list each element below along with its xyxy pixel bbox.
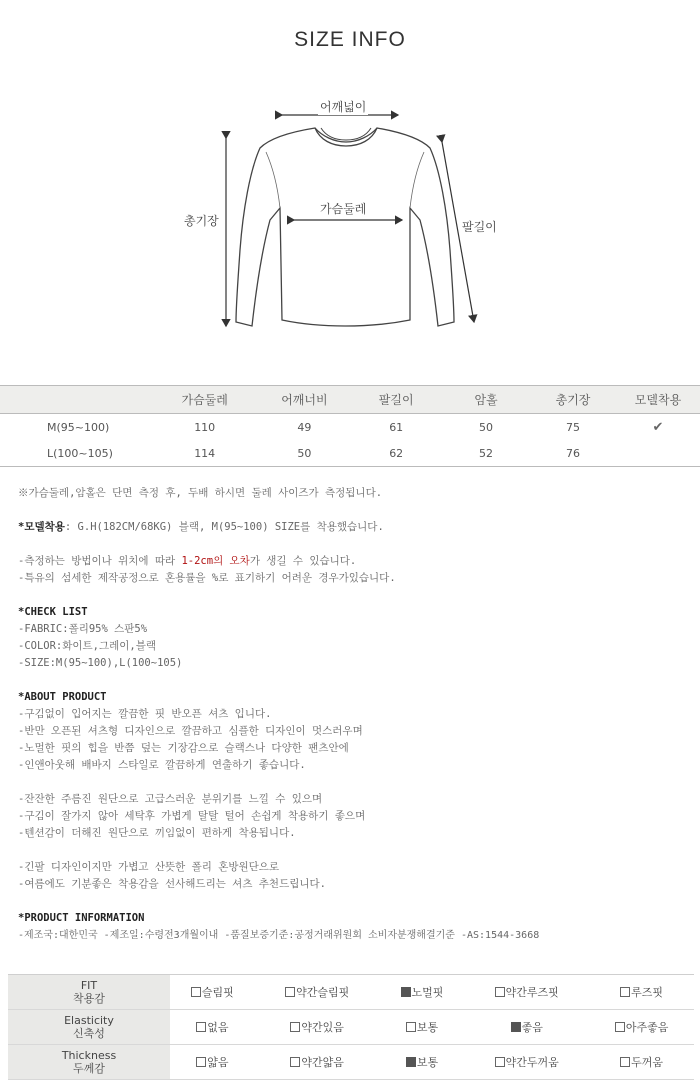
info-heading: *PRODUCT INFORMATION bbox=[18, 912, 145, 924]
size-header-sleeve: 팔길이 bbox=[350, 386, 442, 414]
elasticity-option bbox=[380, 1010, 465, 1045]
fit-row bbox=[8, 975, 694, 1010]
size-cell: 50 bbox=[479, 420, 494, 434]
elasticity-row bbox=[8, 1010, 694, 1045]
option-label: 노멀핏 bbox=[411, 986, 444, 999]
check-mark-icon: ✔ bbox=[652, 419, 664, 435]
size-table-header bbox=[0, 386, 700, 414]
checklist-heading: *CHECK LIST bbox=[18, 606, 88, 618]
about-line: -인앤아웃해 배바지 스타일로 깔끔하게 연출하기 좋습니다. bbox=[18, 759, 306, 771]
option-label: 약간두꺼움 bbox=[505, 1056, 559, 1069]
shirt-diagram bbox=[170, 90, 530, 340]
about-line: -구김이 잘가지 않아 세탁후 가볍게 탈탈 털어 손쉽게 착용하기 좋으며 bbox=[18, 810, 366, 822]
error-note bbox=[18, 553, 688, 570]
elasticity-option bbox=[589, 1010, 694, 1045]
fit-table bbox=[8, 974, 694, 1080]
option-label: 약간슬림핏 bbox=[296, 986, 350, 999]
checkbox-icon bbox=[290, 1057, 300, 1067]
fit-option bbox=[170, 975, 255, 1010]
elasticity-option bbox=[170, 1010, 255, 1045]
option-label: 보통 bbox=[416, 1021, 439, 1034]
checklist-item: -FABRIC:폴리95% 스판5% bbox=[18, 623, 148, 635]
option-label: 약간있음 bbox=[301, 1021, 344, 1034]
about-line: -구김없이 입어지는 깔끔한 핏 반오픈 셔츠 입니다. bbox=[18, 708, 272, 720]
thickness-option-selected bbox=[380, 1045, 465, 1080]
thickness-option bbox=[589, 1045, 694, 1080]
checkbox-icon bbox=[495, 987, 505, 997]
checklist-item: -SIZE:M(95~100),L(100~105) bbox=[18, 657, 183, 669]
option-label: 약간루즈핏 bbox=[505, 986, 559, 999]
fit-label-en: FIT bbox=[80, 979, 98, 992]
size-table bbox=[0, 385, 700, 467]
checkbox-icon bbox=[191, 987, 201, 997]
about-line: -텐션감이 더해진 원단으로 끼임없이 편하게 착용됩니다. bbox=[18, 827, 296, 839]
size-cell: 50 bbox=[258, 440, 350, 467]
thickness-label-ko: 두께감 bbox=[73, 1062, 105, 1075]
checkbox-icon bbox=[495, 1057, 505, 1067]
thickness-option bbox=[170, 1045, 255, 1080]
chest-label: 가슴둘레 bbox=[320, 202, 367, 216]
size-cell bbox=[616, 440, 700, 467]
error-prefix: -측정하는 방법이나 위치에 따라 bbox=[18, 555, 182, 567]
shoulder-label: 어깨넓이 bbox=[320, 100, 367, 114]
fit-label-ko: 착용감 bbox=[73, 992, 105, 1005]
checkbox-icon bbox=[196, 1057, 206, 1067]
about-line: -잔잔한 주름진 원단으로 고급스러운 분위기를 느낄 수 있으며 bbox=[18, 793, 323, 805]
size-header-model: 모델착용 bbox=[616, 386, 700, 414]
thickness-label-en: Thickness bbox=[61, 1049, 117, 1062]
size-cell: 110 bbox=[194, 420, 216, 434]
option-label: 루즈핏 bbox=[631, 986, 664, 999]
model-text: : G.H(182CM/68KG) 블랙, M(95~100) SIZE를 착용했습니다. bbox=[64, 521, 384, 533]
about-line: -반만 오픈된 셔츠형 디자인으로 깔끔하고 심플한 디자인이 멋스러우며 bbox=[18, 725, 363, 737]
fit-option bbox=[464, 975, 589, 1010]
checkbox-icon bbox=[290, 1022, 300, 1032]
fabric-note: -특유의 섬세한 제작공정으로 혼용률을 %로 표기하기 어려운 경우가있습니다. bbox=[18, 572, 396, 584]
checkbox-checked-icon bbox=[401, 987, 411, 997]
about-heading: *ABOUT PRODUCT bbox=[18, 691, 107, 703]
size-row-m bbox=[0, 414, 700, 441]
checkbox-icon bbox=[620, 1057, 630, 1067]
size-header-length: 총기장 bbox=[530, 386, 616, 414]
checklist-item: -COLOR:화이트,그레이,블랙 bbox=[18, 640, 157, 652]
option-label: 약간얇음 bbox=[301, 1056, 344, 1069]
checkbox-icon bbox=[620, 987, 630, 997]
option-label: 없음 bbox=[207, 1021, 229, 1034]
checkbox-icon bbox=[615, 1022, 625, 1032]
size-cell: 61 bbox=[389, 420, 404, 434]
fit-option bbox=[255, 975, 380, 1010]
sleeve-label: 팔길이 bbox=[462, 220, 497, 234]
about-line: -긴팔 디자인이지만 가볍고 산뜻한 폴리 혼방원단으로 bbox=[18, 861, 280, 873]
error-highlight: 1-2cm의 오차 bbox=[181, 555, 250, 567]
option-label: 슬림핏 bbox=[201, 986, 234, 999]
size-cell: 49 bbox=[297, 420, 312, 434]
option-label: 두꺼움 bbox=[631, 1056, 664, 1069]
model-label: *모델착용 bbox=[18, 521, 65, 533]
size-cell: 76 bbox=[530, 440, 616, 467]
size-cell: 75 bbox=[566, 420, 580, 434]
option-label: 얇음 bbox=[207, 1056, 229, 1069]
option-label: 아주좋음 bbox=[625, 1021, 669, 1034]
checkbox-icon bbox=[406, 1022, 416, 1032]
checkbox-checked-icon bbox=[511, 1022, 521, 1032]
option-label: 좋음 bbox=[521, 1021, 543, 1034]
size-cell: 62 bbox=[350, 440, 442, 467]
fit-option-selected bbox=[380, 975, 465, 1010]
size-header-empty bbox=[0, 386, 151, 414]
measure-note: ※가슴둘레,암홀은 단면 측정 후, 두배 하시면 둘레 사이즈가 측정됩니다. bbox=[18, 487, 383, 499]
size-row-label: L(100~105) bbox=[0, 440, 151, 467]
elasticity-option-selected bbox=[464, 1010, 589, 1045]
elasticity-label-ko: 신축성 bbox=[73, 1027, 105, 1040]
error-suffix: 가 생길 수 있습니다. bbox=[249, 555, 357, 567]
elasticity-label-en: Elasticity bbox=[64, 1014, 114, 1027]
about-line: -여름에도 기분좋은 착용감을 선사해드리는 셔츠 추천드립니다. bbox=[18, 878, 326, 890]
length-label: 총기장 bbox=[184, 214, 219, 228]
thickness-row-header bbox=[8, 1045, 170, 1080]
page-title: SIZE INFO bbox=[294, 28, 406, 51]
product-notes bbox=[18, 485, 688, 944]
size-header-shoulder: 어깨너비 bbox=[258, 386, 350, 414]
size-row-label: M(95~100) bbox=[47, 420, 110, 434]
checkbox-icon bbox=[196, 1022, 206, 1032]
fit-row-header bbox=[8, 975, 170, 1010]
model-note bbox=[18, 519, 688, 536]
thickness-option bbox=[464, 1045, 589, 1080]
about-line: -노멀한 핏의 힙을 반쯤 덮는 기장감으로 슬랙스나 다양한 팬츠안에 bbox=[18, 742, 349, 754]
checkbox-checked-icon bbox=[406, 1057, 416, 1067]
fit-option bbox=[589, 975, 694, 1010]
checkbox-icon bbox=[285, 987, 295, 997]
elasticity-row-header bbox=[8, 1010, 170, 1045]
thickness-row bbox=[8, 1045, 694, 1080]
size-cell: 52 bbox=[442, 440, 530, 467]
thickness-option bbox=[255, 1045, 380, 1080]
size-header-armhole: 암홀 bbox=[442, 386, 530, 414]
size-header-chest: 가슴둘레 bbox=[151, 386, 259, 414]
info-line: -제조국:대한민국 -제조일:수령전3개월이내 -품질보증기준:공정거래위원회 소비자분쟁해결기준 -AS:1544-3668 bbox=[18, 930, 540, 941]
elasticity-option bbox=[255, 1010, 380, 1045]
size-cell: 114 bbox=[151, 440, 259, 467]
size-row-l bbox=[0, 440, 700, 467]
option-label: 보통 bbox=[416, 1056, 439, 1069]
